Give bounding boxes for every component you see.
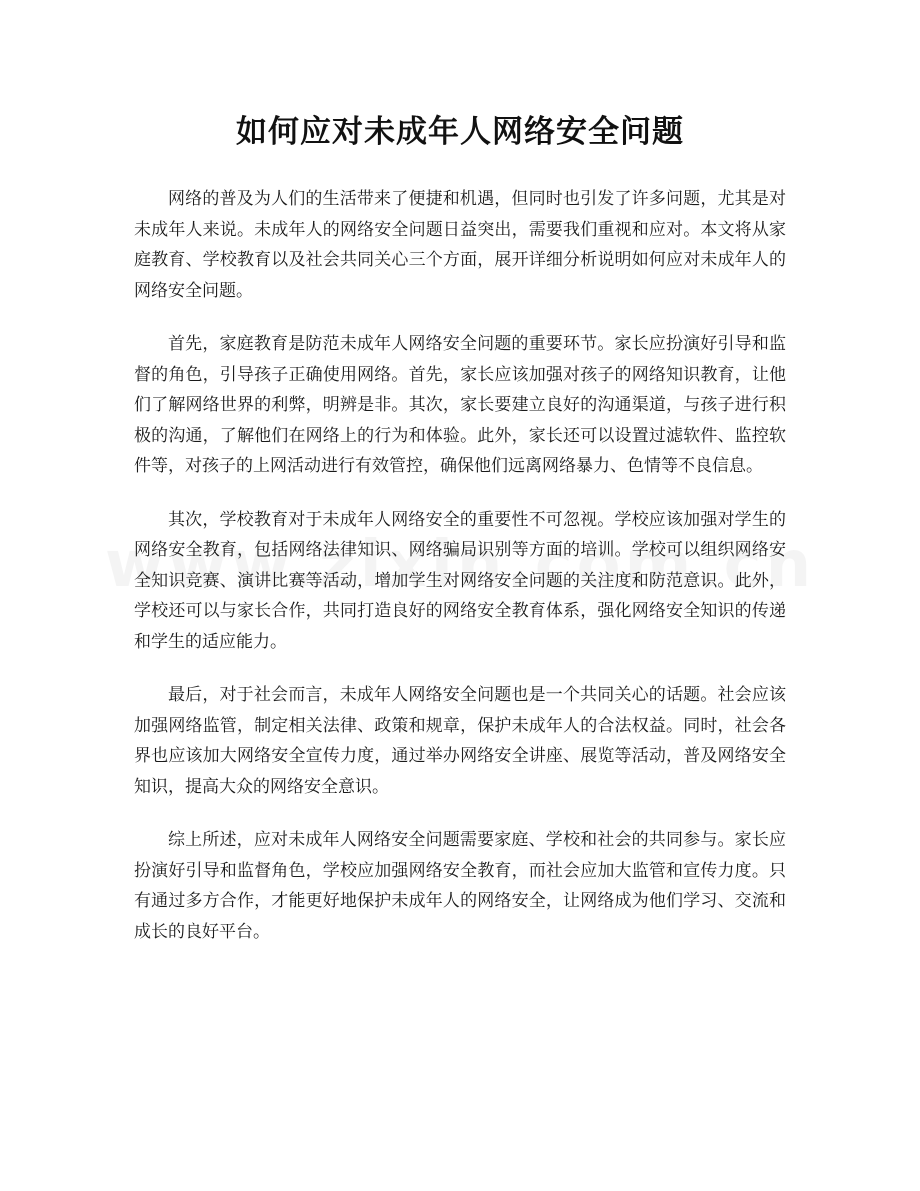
document-title: 如何应对未成年人网络安全问题 [236, 114, 684, 150]
document-body [134, 184, 786, 970]
paragraph-society: 最后，对于社会而言，未成年人网络安全问题也是一个共同关心的话题。社会应该加强网络监管，制定相关法律、政策和规章，保护未成年人的合法权益。同时，社会各界也应该加大网络安全宣传力度，通过举办网络安全讲座、展览等活动，普及网络安全知识，提高大众的网络安全意识。 [134, 685, 786, 797]
paragraph-school-education: 其次，学校教育对于未成年人网络安全的重要性不可忽视。学校应该加强对学生的网络安全教育，包括网络法律知识、网络骗局识别等方面的培训。学校可以组织网络安全知识竞赛、演讲比赛等活动，增加学生对网络安全问题的关注度和防范意识。此外，学校还可以与家长合作，共同打造良好的网络安全教育体系，强化网络安全知识的传递和学生的适应能力。 [134, 509, 786, 652]
paragraph-intro: 网络的普及为人们的生活带来了便捷和机遇，但同时也引发了许多问题，尤其是对未成年人来说。未成年人的网络安全问题日益突出，需要我们重视和应对。本文将从家庭教育、学校教育以及社会共同关心三个方面，展开详细分析说明如何应对未成年人的网络安全问题。 [134, 189, 786, 301]
paragraph-family-education: 首先，家庭教育是防范未成年人网络安全问题的重要环节。家长应扮演好引导和监督的角色，引导孩子正确使用网络。首先，家长应该加强对孩子的网络知识教育，让他们了解网络世界的利弊，明辨是非。其次，家长要建立良好的沟通渠道，与孩子进行积极的沟通，了解他们在网络上的行为和体验。此外，家长还可以设置过滤软件、监控软件等，对孩子的上网活动进行有效管控，确保他们远离网络暴力、色情等不良信息。 [134, 334, 786, 476]
paragraph-conclusion: 综上所述，应对未成年人网络安全问题需要家庭、学校和社会的共同参与。家长应扮演好引导和监督角色，学校应加强网络安全教育，而社会应加大监管和宣传力度。只有通过多方合作，才能更好地保护未成年人的网络安全，让网络成为他们学习、交流和成长的良好平台。 [134, 830, 786, 942]
